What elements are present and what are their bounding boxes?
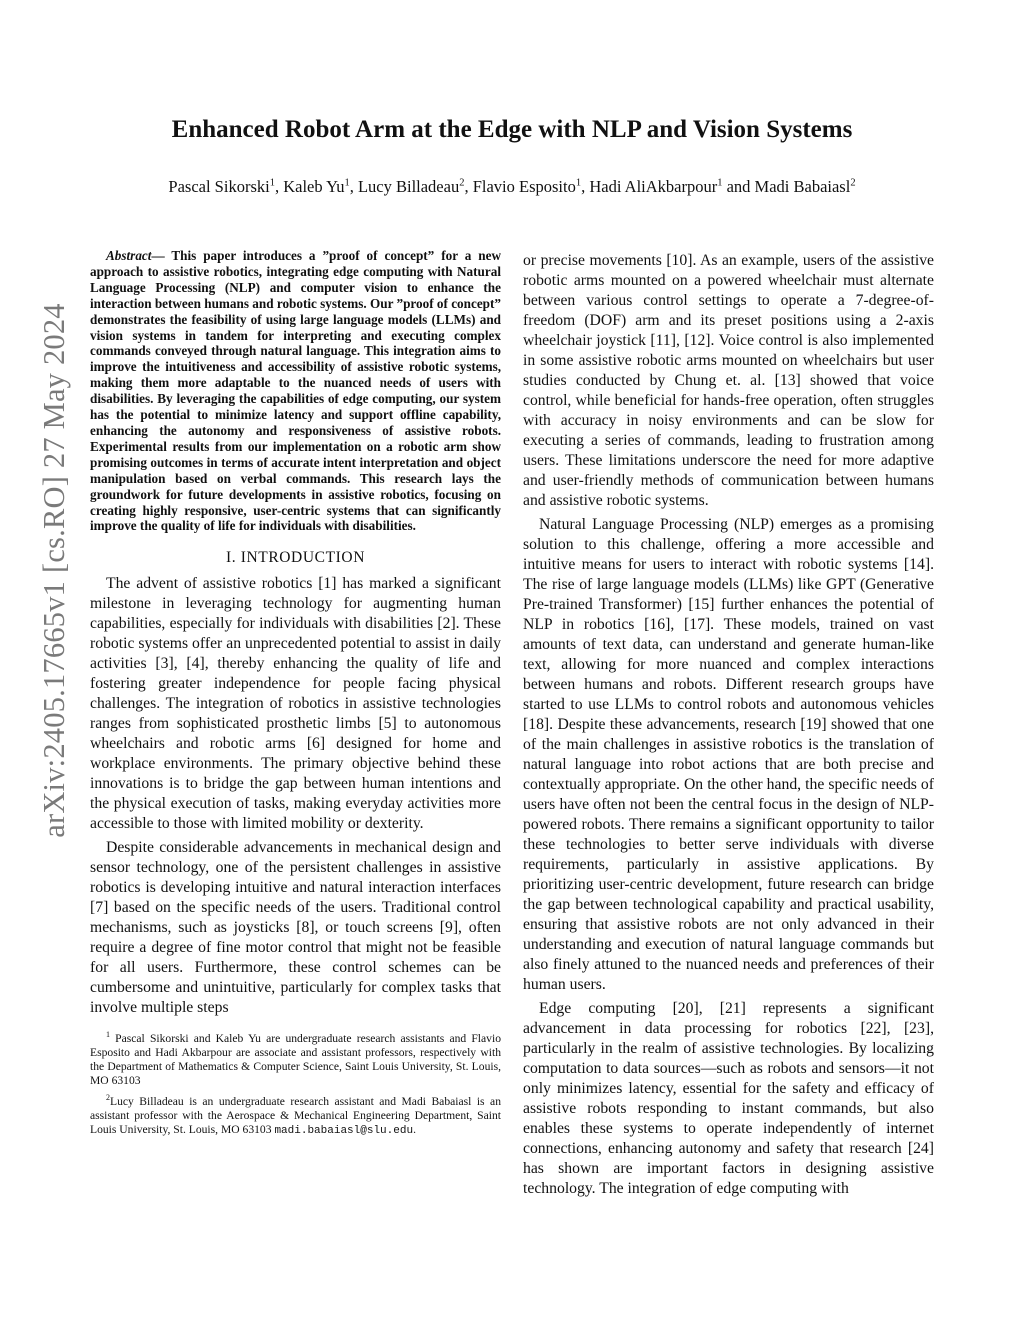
author: Madi Babaiasl$^2$ bbox=[754, 177, 856, 196]
affiliation-mark: 1 bbox=[269, 177, 275, 189]
section-heading-introduction: I. INTRODUCTION bbox=[225, 549, 365, 567]
right-column bbox=[523, 251, 934, 1203]
email-link[interactable]: madi.babaiasl@slu.edu bbox=[274, 1125, 414, 1138]
affiliation-mark: 1 bbox=[344, 177, 350, 189]
abstract: Abstract— This paper introduces a ”proof of concept” for a new approach to assistive robotics, integrating edge computing with Natural Language Processing (NLP) and computer vision to enhance the interaction between humans and robotic systems. Our ”proof of concept” demonstrates the feasibility of using large language models (LLMs) and vision systems in tandem for interpreting and executing complex commands conveyed through natural language. This integration aims to improve the intuitiveness and accessibility of assistive robotic systems, making them more adaptable to the nuanced needs of users with disabilities. By leveraging the capabilities of edge computing, our system has the potential to minimize latency and support offline capability, enhancing the autonomy and responsiveness of assistive robots. Experimental results from our implementation on a robotic arm show promising outcomes in terms of accurate intent interpretation and object manipulation based on verbal commands. This research lays the groundwork for future developments in assistive robotics, focusing on creating highly responsive, user-centric systems that can significantly improve the quality of life for individuals with disabilities. bbox=[90, 248, 502, 534]
footnote: $^1$ Pascal Sikorski and Kaleb Yu are undergraduate research assistants and Flavio Esposito and Hadi Akbarpour are associate and assistant professors, respectively with the Department of Mathematics & Computer Science, Saint Louis University, St. Louis, MO 63103 bbox=[90, 1030, 501, 1088]
author: Flavio Esposito$^1$, bbox=[472, 177, 590, 196]
affiliation-mark: 2 bbox=[850, 177, 856, 189]
body-paragraph: or precise movements [10]. As an example, users of the assistive robotic arms mounted on a powered wheelchair must alternate between various control settings to operate a 7-degree-of-freedom (DOF) arm and its preset positions using a 2-axis wheelchair joystick [11], [12]. Voice control is also implemented in some assistive robotic arms mounted on wheelchairs but user studies conducted by Chung et. al. [13] showed that voice control, while beneficial for hands-free operation, often struggles with accuracy in noisy environments and can be slow for executing a series of commands, leading to frustration among users. These limitations underscore the need for more adaptive and user-friendly methods of communication between humans and assistive robotic systems. bbox=[523, 252, 934, 509]
author: Hadi AliAkbarpour$^1$ and bbox=[589, 177, 755, 196]
abstract-label: Abstract bbox=[106, 248, 152, 263]
body-paragraph: The advent of assistive robotics [1] has marked a significant milestone in leveraging technology for augmenting human capabilities, especially for individuals with disabilities [2]. These robotic systems offer an unprecedented potential to assist in daily activities [3], [4], thereby enhancing the quality of life and fostering greater independence for people facing physical challenges. The integration of robotics in assistive technologies ranges from sophisticated prosthetic limbs [5] to autonomous wheelchairs and robotic arms [6] designed for home and workplace environments. The primary objective behind these innovations is to bridge the gap between human intentions and the physical execution of tasks, making everyday activities more accessible to those with limited mobility or dexterity. bbox=[90, 575, 501, 833]
left-column bbox=[90, 248, 501, 1141]
affiliation-mark: 2 bbox=[459, 177, 465, 189]
arxiv-identifier-text: arXiv:2405.17665v1 [cs.RO] 27 May 2024 bbox=[36, 302, 71, 838]
body-paragraph: Despite considerable advancements in mechanical design and sensor technology, one of the persistent challenges in assistive robotics is developing intuitive and natural interaction interfaces [7] based on the specific needs of the users. Traditional control mechanisms, such as joysticks [8], or touch screens [9], often require a degree of fine motor control that might not be feasible for all users. Furthermore, these control schemes can be cumbersome and unintuitive, particularly for complex tasks that involve multiple steps bbox=[90, 839, 501, 1017]
author-list bbox=[0, 177, 1024, 197]
author: Kaleb Yu$^1$, bbox=[283, 177, 358, 196]
arxiv-identifier bbox=[34, 190, 74, 950]
body-paragraph: Natural Language Processing (NLP) emerges as a promising solution to this challenge, offering a more accessible and intuitive means for users to interact with robotic systems [14]. The rise of large language models (LLMs) like GPT (Generative Pre-trained Transformer) [15] further enhances the potential of NLP in robotics [16], [17]. These models, trained on vast amounts of text data, can understand and generate human-like text, allowing for more nuanced and complex interactions between humans and robots. Different research groups have started to use LLMs to control robots and autonomous vehicles [18]. Despite these advancements, research [19] showed that one of the main challenges in assistive robotics is the translation of natural language into robot actions that are both precise and contextually appropriate. On the other hand, the specific needs of users have often not been the central focus in the design of NLP-powered robots. There remains a significant opportunity to tailor these technologies to better serve individuals with diverse requirements, particularly in assistive applications. By prioritizing user-centric development, future research can bridge the gap between technological capability and practical usability, ensuring that assistive robots are not only advanced in their understanding and execution of natural language commands but also finely attuned to the nuanced needs and preferences of their human users. bbox=[523, 516, 934, 993]
author: Lucy Billadeau$^2$, bbox=[357, 177, 473, 196]
footnotes bbox=[90, 1028, 501, 1138]
abstract-text: This paper introduces a ”proof of concept” for a new approach to assistive robotics, integrating edge computing with Natural Language Processing (NLP) and computer vision to enhance the interaction between humans and robotic systems. Our ”proof of concept” demonstrates the feasibility of using large language models (LLMs) and vision systems in tandem for interpreting and executing complex commands conveyed through natural language. This integration aims to improve the intuitiveness and accessibility of assistive robotic systems, making them more adaptable to the nuanced needs of users with disabilities. By leveraging the capabilities of edge computing, our system has the potential to minimize latency and support offline capability, enhancing the autonomy and responsiveness of assistive robots. Experimental results from our implementation on a robotic arm show promising outcomes in terms of accurate intent interpretation and object manipulation based on verbal commands. This research lays the groundwork for future developments in assistive robotics, focusing on creating highly responsive, user-centric systems that can significantly improve the quality of life for individuals with disabilities. bbox=[90, 248, 502, 534]
paper-title: Enhanced Robot Arm at the Edge with NLP and Vision Systems bbox=[171, 116, 853, 143]
body-paragraph: Edge computing [20], [21] represents a significant advancement in data processing for robotics [22], [23], particularly in the realm of assistive technologies. By localizing computation to data sources—such as robots and sensors—it not only minimizes latency, essential for the safety and efficacy of assistive robots responding to instant commands, but also enables these systems to operate independently of internet connections, enhancing autonomy and safety that research [24] has shown are important factors in designing assistive technology. The integration of edge computing with bbox=[523, 1000, 934, 1197]
affiliation-mark: 1 bbox=[575, 177, 582, 189]
affiliation-mark: 1 bbox=[717, 177, 723, 189]
author: Pascal Sikorski$^1$, bbox=[168, 177, 284, 196]
footnote: $^2$Lucy Billadeau is an undergraduate research assistant and Madi Babaiasl is an assistant professor with the Aerospace & Mechanical Engineering Department, Saint Louis University, St. Louis, MO 63103 madi.babaiasl@slu.edu. bbox=[90, 1093, 501, 1138]
